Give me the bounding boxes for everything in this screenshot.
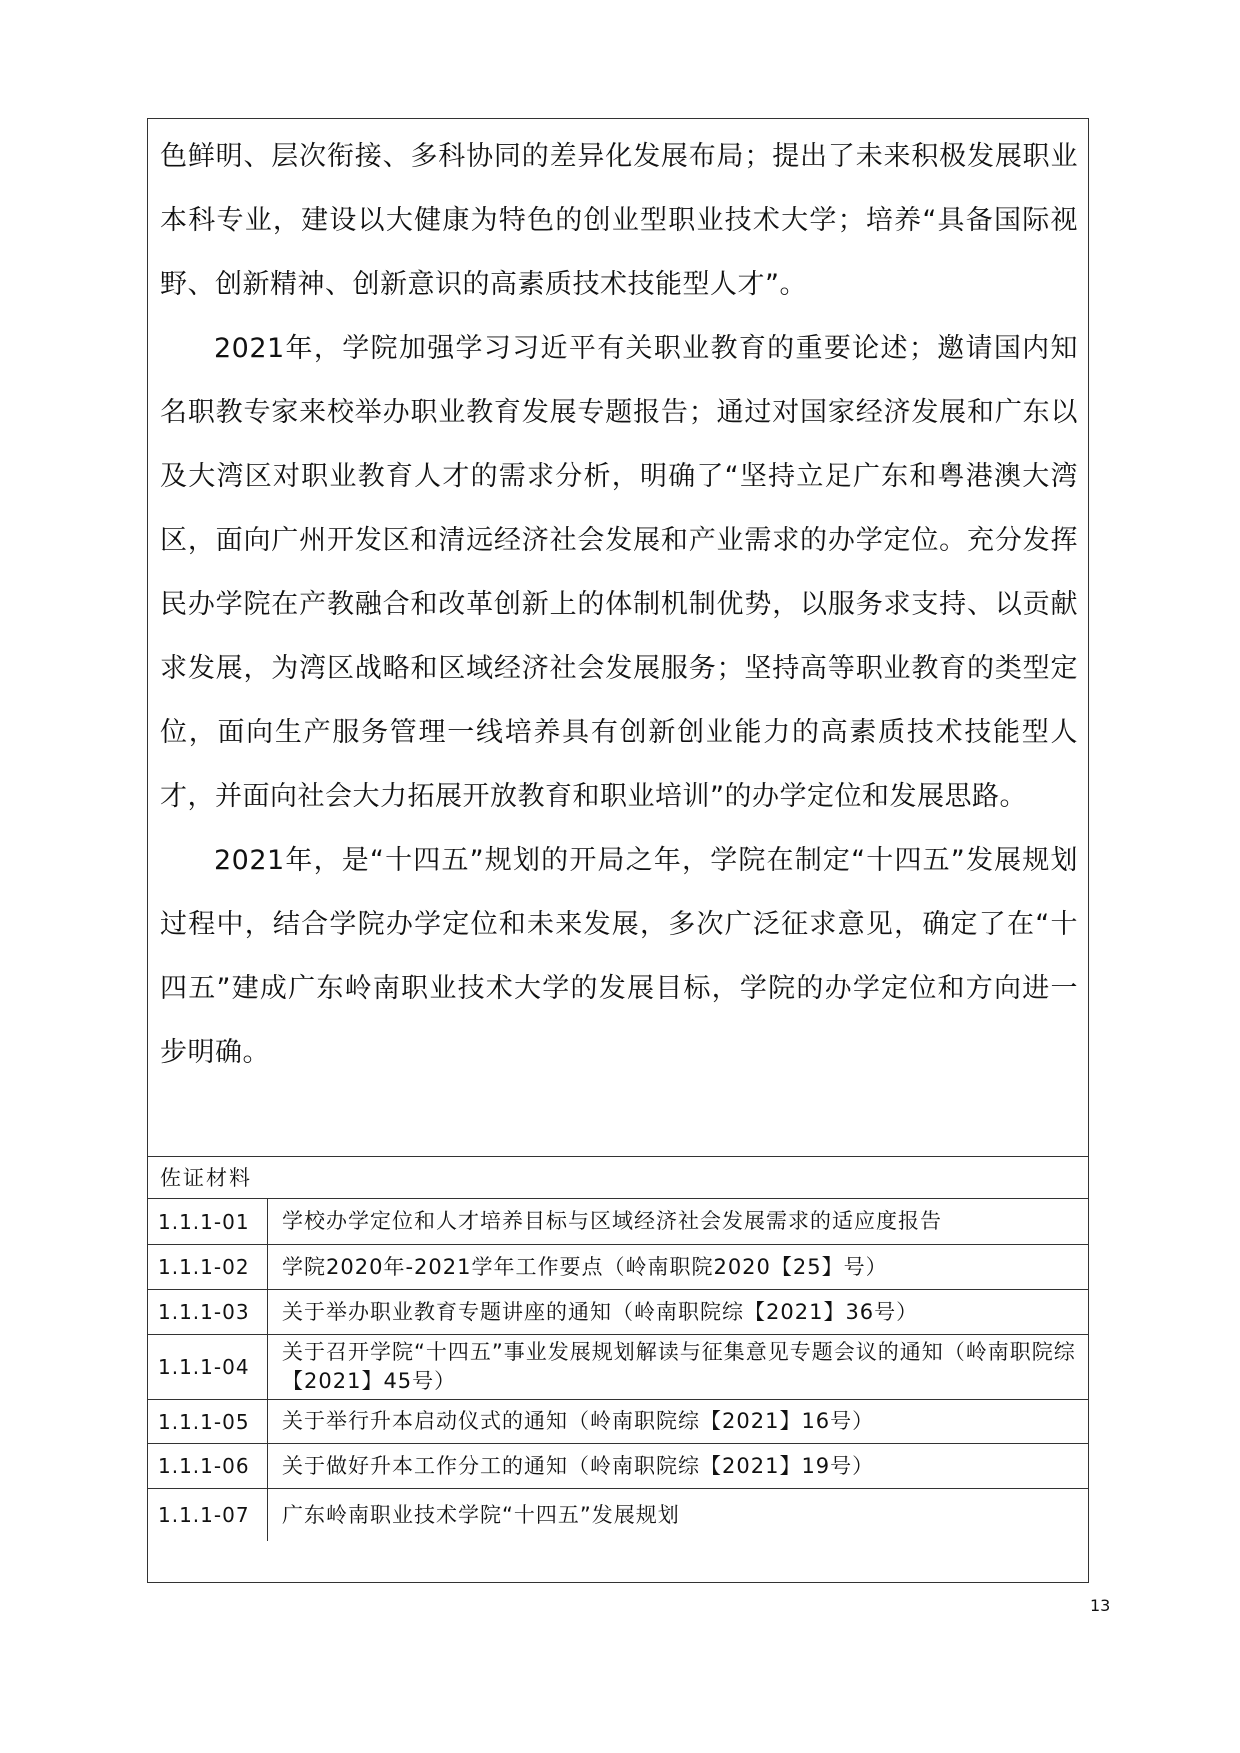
evidence-row [148, 1290, 1088, 1335]
evidence-row [148, 1245, 1088, 1290]
evidence-code: 1.1.1-06 [148, 1444, 268, 1488]
evidence-code: 1.1.1-02 [148, 1245, 268, 1289]
evidence-title: 广东岭南职业技术学院“十四五”发展规划 [282, 1502, 680, 1527]
evidence-list [148, 1199, 1088, 1541]
evidence-row [148, 1400, 1088, 1444]
evidence-code: 1.1.1-03 [148, 1290, 268, 1334]
page-number: 13 [1090, 1596, 1111, 1615]
evidence-row [148, 1335, 1088, 1400]
evidence-title: 关于召开学院“十四五”事业发展规划解读与征集意见专题会议的通知（岭南职院综【2021】45号） [282, 1340, 1076, 1393]
evidence-code: 1.1.1-05 [148, 1400, 268, 1443]
narrative-paragraph-3: 2021年，是“十四五”规划的开局之年，学院在制定“十四五”发展规划过程中，结合学院办学定位和未来发展，多次广泛征求意见，确定了在“十四五”建成广东岭南职业技术大学的发展目标，学院的办学定位和方向进一步明确。 [160, 845, 1078, 1068]
evidence-title: 学校办学定位和人才培养目标与区域经济社会发展需求的适应度报告 [282, 1209, 942, 1233]
evidence-code: 1.1.1-04 [148, 1335, 268, 1399]
evidence-code: 1.1.1-07 [148, 1489, 268, 1541]
evidence-title: 关于举行升本启动仪式的通知（岭南职院综【2021】16号） [282, 1409, 875, 1433]
evidence-code: 1.1.1-01 [148, 1199, 268, 1244]
evidence-header: 佐证材料 [148, 1157, 1088, 1199]
document-table [147, 118, 1089, 1583]
narrative-cell [148, 119, 1088, 1157]
narrative-paragraph-2: 2021年，学院加强学习习近平有关职业教育的重要论述；邀请国内知名职教专家来校举办职业教育发展专题报告；通过对国家经济发展和广东以及大湾区对职业教育人才的需求分析，明确了“坚持立足广东和粤港澳大湾区，面向广州开发区和清远经济社会发展和产业需求的办学定位。充分发挥民办学院在产教融合和改革创新上的体制机制优势，以服务求支持、以贡献求发展，为湾区战略和区域经济社会发展服务；坚持高等职业教育的类型定位，面向生产服务管理一线培养具有创新创业能力的高素质技术技能型人才，并面向社会大力拓展开放教育和职业培训”的办学定位和发展思路。 [160, 333, 1078, 812]
evidence-row [148, 1444, 1088, 1489]
evidence-title: 关于举办职业教育专题讲座的通知（岭南职院综【2021】36号） [282, 1299, 919, 1324]
evidence-row [148, 1199, 1088, 1245]
evidence-row [148, 1489, 1088, 1541]
evidence-title: 学院2020年-2021学年工作要点（岭南职院2020【25】号） [282, 1254, 888, 1279]
narrative-paragraph-1: 色鲜明、层次衔接、多科协同的差异化发展布局；提出了未来积极发展职业本科专业，建设以大健康为特色的创业型职业技术大学；培养“具备国际视野、创新精神、创新意识的高素质技术技能型人才”。 [160, 141, 1078, 300]
evidence-title: 关于做好升本工作分工的通知（岭南职院综【2021】19号） [282, 1453, 875, 1478]
